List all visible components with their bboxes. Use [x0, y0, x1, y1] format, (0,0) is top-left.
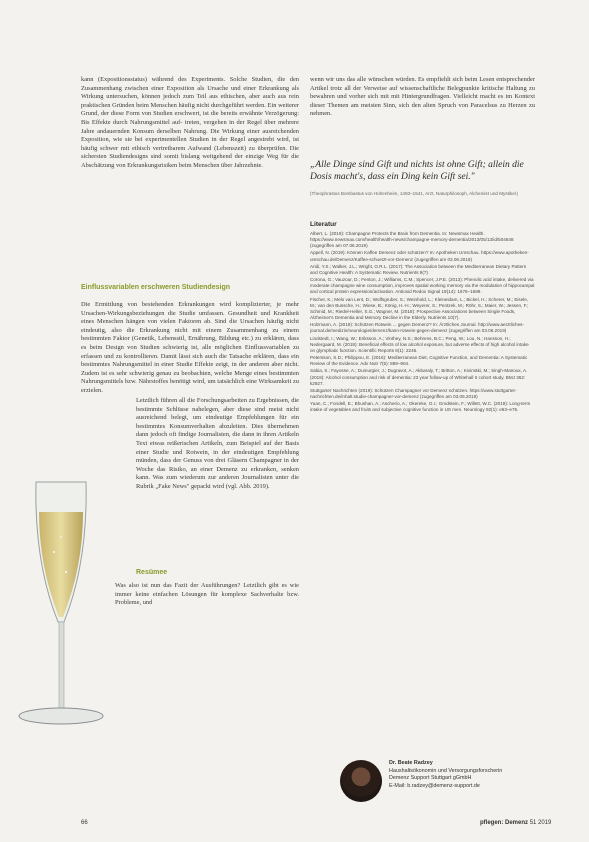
author-name: Dr. Beate Radzey [389, 760, 433, 766]
author-avatar [340, 760, 382, 802]
magazine-name: pflegen: Demenz [480, 820, 529, 826]
literature-item: Fischer, K.; Melo van Lent, D.; Wolfsgruber, S.; Weinhold, L.; Kleineidam, L.; Bickel, H.; Scherer, M.; Eisele, M.; van den Bussche, H.; Wiese, B.; König, H.-H.; Weyerer, S.; Pentzek, M.; Röhr, S.; Maier, W.; Jessen, F.; Schmid, M.; Riedel-Heller, S.G.; Wagner, M. (2018): Prospective Associations between Single Foods, Alzheimer's Dementia and Memory Decline in the Elderly. Nutrients 10(7). [310, 296, 529, 320]
body-paragraph: Was also ist nun das Fazit der Ausführungen? Letztlich gibt es wie immer keine einfachen Lösungen für komplexe Sachverhalte bzw. Probleme, und [115, 582, 299, 607]
literature-item: Lindstedt, I.; Wang, W.; Eriksson, A.; Vinthey, N.S.; Behrens, B.C.; Peng, W.; Lou, N.; Hansson, H.; Nedergaard, M. (2018): Beneficial effects of low alcohol exposure, but adverse effects of high alcohol intake on glymphatic function. Scientific Reports 8(1): 2246. [310, 335, 529, 353]
champagne-glass-image [6, 472, 141, 742]
literature-heading: Literatur [310, 221, 337, 228]
footer-magazine [480, 820, 551, 826]
body-paragraph: Die Ermittlung von bestehenden Erkrankungen wird komplizierter, je mehr Ursachen-Wirkungsbeziehungen die Studie umfassen. Gesundheit und Krankheit eines Menschen hängen von vielen Faktoren ab. Sind die Ursachen häufig nicht eindeutig, also die Erkrankung nicht mit einem Zusammenhang zu einem bestimmten Faktor (Genetik, Lebensstil, Ernährung, Bildung etc.) zu erklären, dass es beim Design von Studien schwierig ist, alle möglichen Einflussvariablen zu erfassen und zu kontrollieren. Damit lässt sich auch die Tatsache erklären, dass ein bestimmtes Nahrungsmittel in einer Studie Effekte zeigt, in der anderen aber nicht. Zudem ist es sehr schwierig genau zu beobachten, welche Menge eines bestimmten Nahrungsmittels bzw. Nährstoffes benötigt wird, um tatsächlich eine Wirksamkeit zu erzielen. [81, 301, 299, 394]
literature-item: Appell, N. (2019): Können Kaffee Demenz oder schützen? In: Apotheken Umschau. https://www.apotheken-umschau.de/Demenz/Kaffee-schuetzt-vor-Demenz (zugegriffen am 03.06.2019) [310, 250, 529, 262]
quote-source: (Theophrastus Bombastus von Hohenheim, 1493–1541, Arzt, Naturphilosoph, Alchemist und Mystiker) [310, 191, 518, 196]
literature-item: Sabia, S.; Fayosse, A.; Dumurgier, J.; Dugravot, A.; Akbaraly, T.; Britton, A.; Kivimäki, M.; Singh-Manoux, A. (2018): Alcohol consumption and risk of dementia: 23 year follow-up of Whitehall II cohort study. BMJ 362: k2927. [310, 368, 528, 386]
literature-item: Stuttgarter Nachrichten (2019): Schützen Champagner vor Demenz schützen. https://www.stuttgarter-nachrichten.de/inhalt.studie-champagner-vor-demenz (zugegriffen am 03.06.2019) [310, 387, 517, 400]
section-heading: Resümee [136, 569, 168, 576]
literature-item: Aridi, Y.S.; Walker, J.L.; Wright, O.R.L. (2017): The Association between the Mediterranean Dietary Pattern and Cognitive Health: A Systematic Review. Nutrients 9(7) [310, 263, 527, 275]
literature-item: Holzmann, A. (2019): Schützen Rotwein ... gegen Demenz? In: Ärztliches Journal. http://www.aerztliches-journal.de/medizin/neurologie/demenz/kann-rotwein-gegen-demenz (zugegriffen am 03.06.2019) [310, 322, 524, 334]
body-paragraph: kann (Expositionsstatus) während des Experiments. Solche Studien, die den Zusammenhang zwischen einer Exposition als Ursache und einer Erkrankung als Wirkung untersuchen, können jedoch zum Teil aus ethischen, aber auch aus rein praktischen Gründen beim Menschen häufig nicht durchgeführt werden. Ein weiterer Grund, der diese Form von Studien erschwert, ist die bereits erwähnte Verzögerung: Bis Effekte durch Nahrungsmittel auf- treten, vergehen in der Regel über mehrere Jahre andauernden Konsum derselben Nahrung. Die Wirkung einer ausreichenden Exposition, wie sie bei experimentellen Studien in der Regel angestrebt wird, ist häufig schwer mit ethisch vertretbarem Aufwand (Lebenszeit) zu überprüfen. Die sichersten Studiendesigns sind somit bislang weitgehend der einzige Weg für die Abschätzung von Erkrankungsrisiken beim Menschen über Jahrzehnte. [81, 76, 299, 169]
author-organization: Demenz Support Stuttgart gGmbH [389, 775, 472, 782]
literature-list [310, 231, 535, 625]
literature-item: Corona, G.; Vauzour, D.; Fenton, J.; Williams, C.M.; Spencer, J.P.E. (2013): Phenolic acid intake, delivered via moderate champagne wine consumption, improves spatial working memory via the modulation of hippocampal and cortical protein expression/activation. Antioxid Redox Signal 19(14): 1676–1689. [310, 277, 535, 295]
author-email: E-Mail: b.radzey@demenz-support.de [389, 782, 480, 789]
issue-number: 51 2019 [529, 820, 552, 826]
section-heading: Einflussvariablen erschweren Studiendesign [81, 284, 230, 291]
author-box [389, 760, 559, 790]
body-paragraph: wenn wir uns das alle wünschen würden. Es empfiehlt sich beim Lesen entsprechender Artikel trotz all der Verweise auf wissenschaftliche Belegpunkte kritische Haltung zu bewahren und vorher sich mit mit Hintergrundfragen. Vielleicht macht es im Kontext dieser Themen am meisten Sinn, sich den alten Spruch von Paracelsus zu Herzen zu nehmen. [310, 76, 535, 118]
literature-item: Albert, L. (2019): Champagne Protects the Brain from Dementia. In: Newsmax Health. https://www.newsmax.com/health/health-news/champagne-memory-dementia/2013/05/13/id/504648 (zugegriffen am 07.06.2019) [310, 231, 514, 249]
author-role: Haushaltsökonomin und Versorgungsforscherin [389, 767, 503, 774]
page-number: 66 [81, 820, 88, 826]
literature-item: Petersson, S.D.; Philippou, E. (2016): Mediterranean Diet, Cognitive Function, and Dementia: A Systematic Review of the Evidence. Adv Nutr 7(5): 889–904. [310, 355, 528, 367]
paracelsus-quote: „Alle Dinge sind Gift und nichts ist ohne Gift; allein die Dosis macht's, dass ein Ding kein Gift sei." [310, 160, 524, 182]
right-column [310, 76, 535, 625]
body-paragraph: Letztlich führen all die Forschungsarbeiten zu Ergebnissen, die bestimmte Schlüsse nahelegen, aber diese sind meist nicht ausreichend belegt, um eindeutige Empfehlungen für ein bestimmtes Konsumverhalten abzuleiten. Dies übernehmen dann jedoch oft findige Journalisten, die dann in ihren Artikeln Text etwas reißerischen Artikeln, zum Beispiel auf der Basis einer Studie und Rotwein, in der eindeutigen Empfehlung münden, dass der Genuss von drei Gläsern Champagner in der Woche das Risiko, an einer Demenz zu erkranken, senken kann. Was zum wiederum zur anderen Journalisten unter die Rubrik „Fake News" gepackt wird (vgl. Abb. 2019). [136, 397, 299, 490]
literature-item: Yuan, C.; Fondell, E.; Bhushan, A.; Ascherio, A.; Okereke, O.I.; Grodstein, F.; Willett, W.C. (2019): Long-term intake of vegetables and fruits and subjective cognitive function in US men. Neurology 92(1): e63–e75. [310, 401, 531, 413]
